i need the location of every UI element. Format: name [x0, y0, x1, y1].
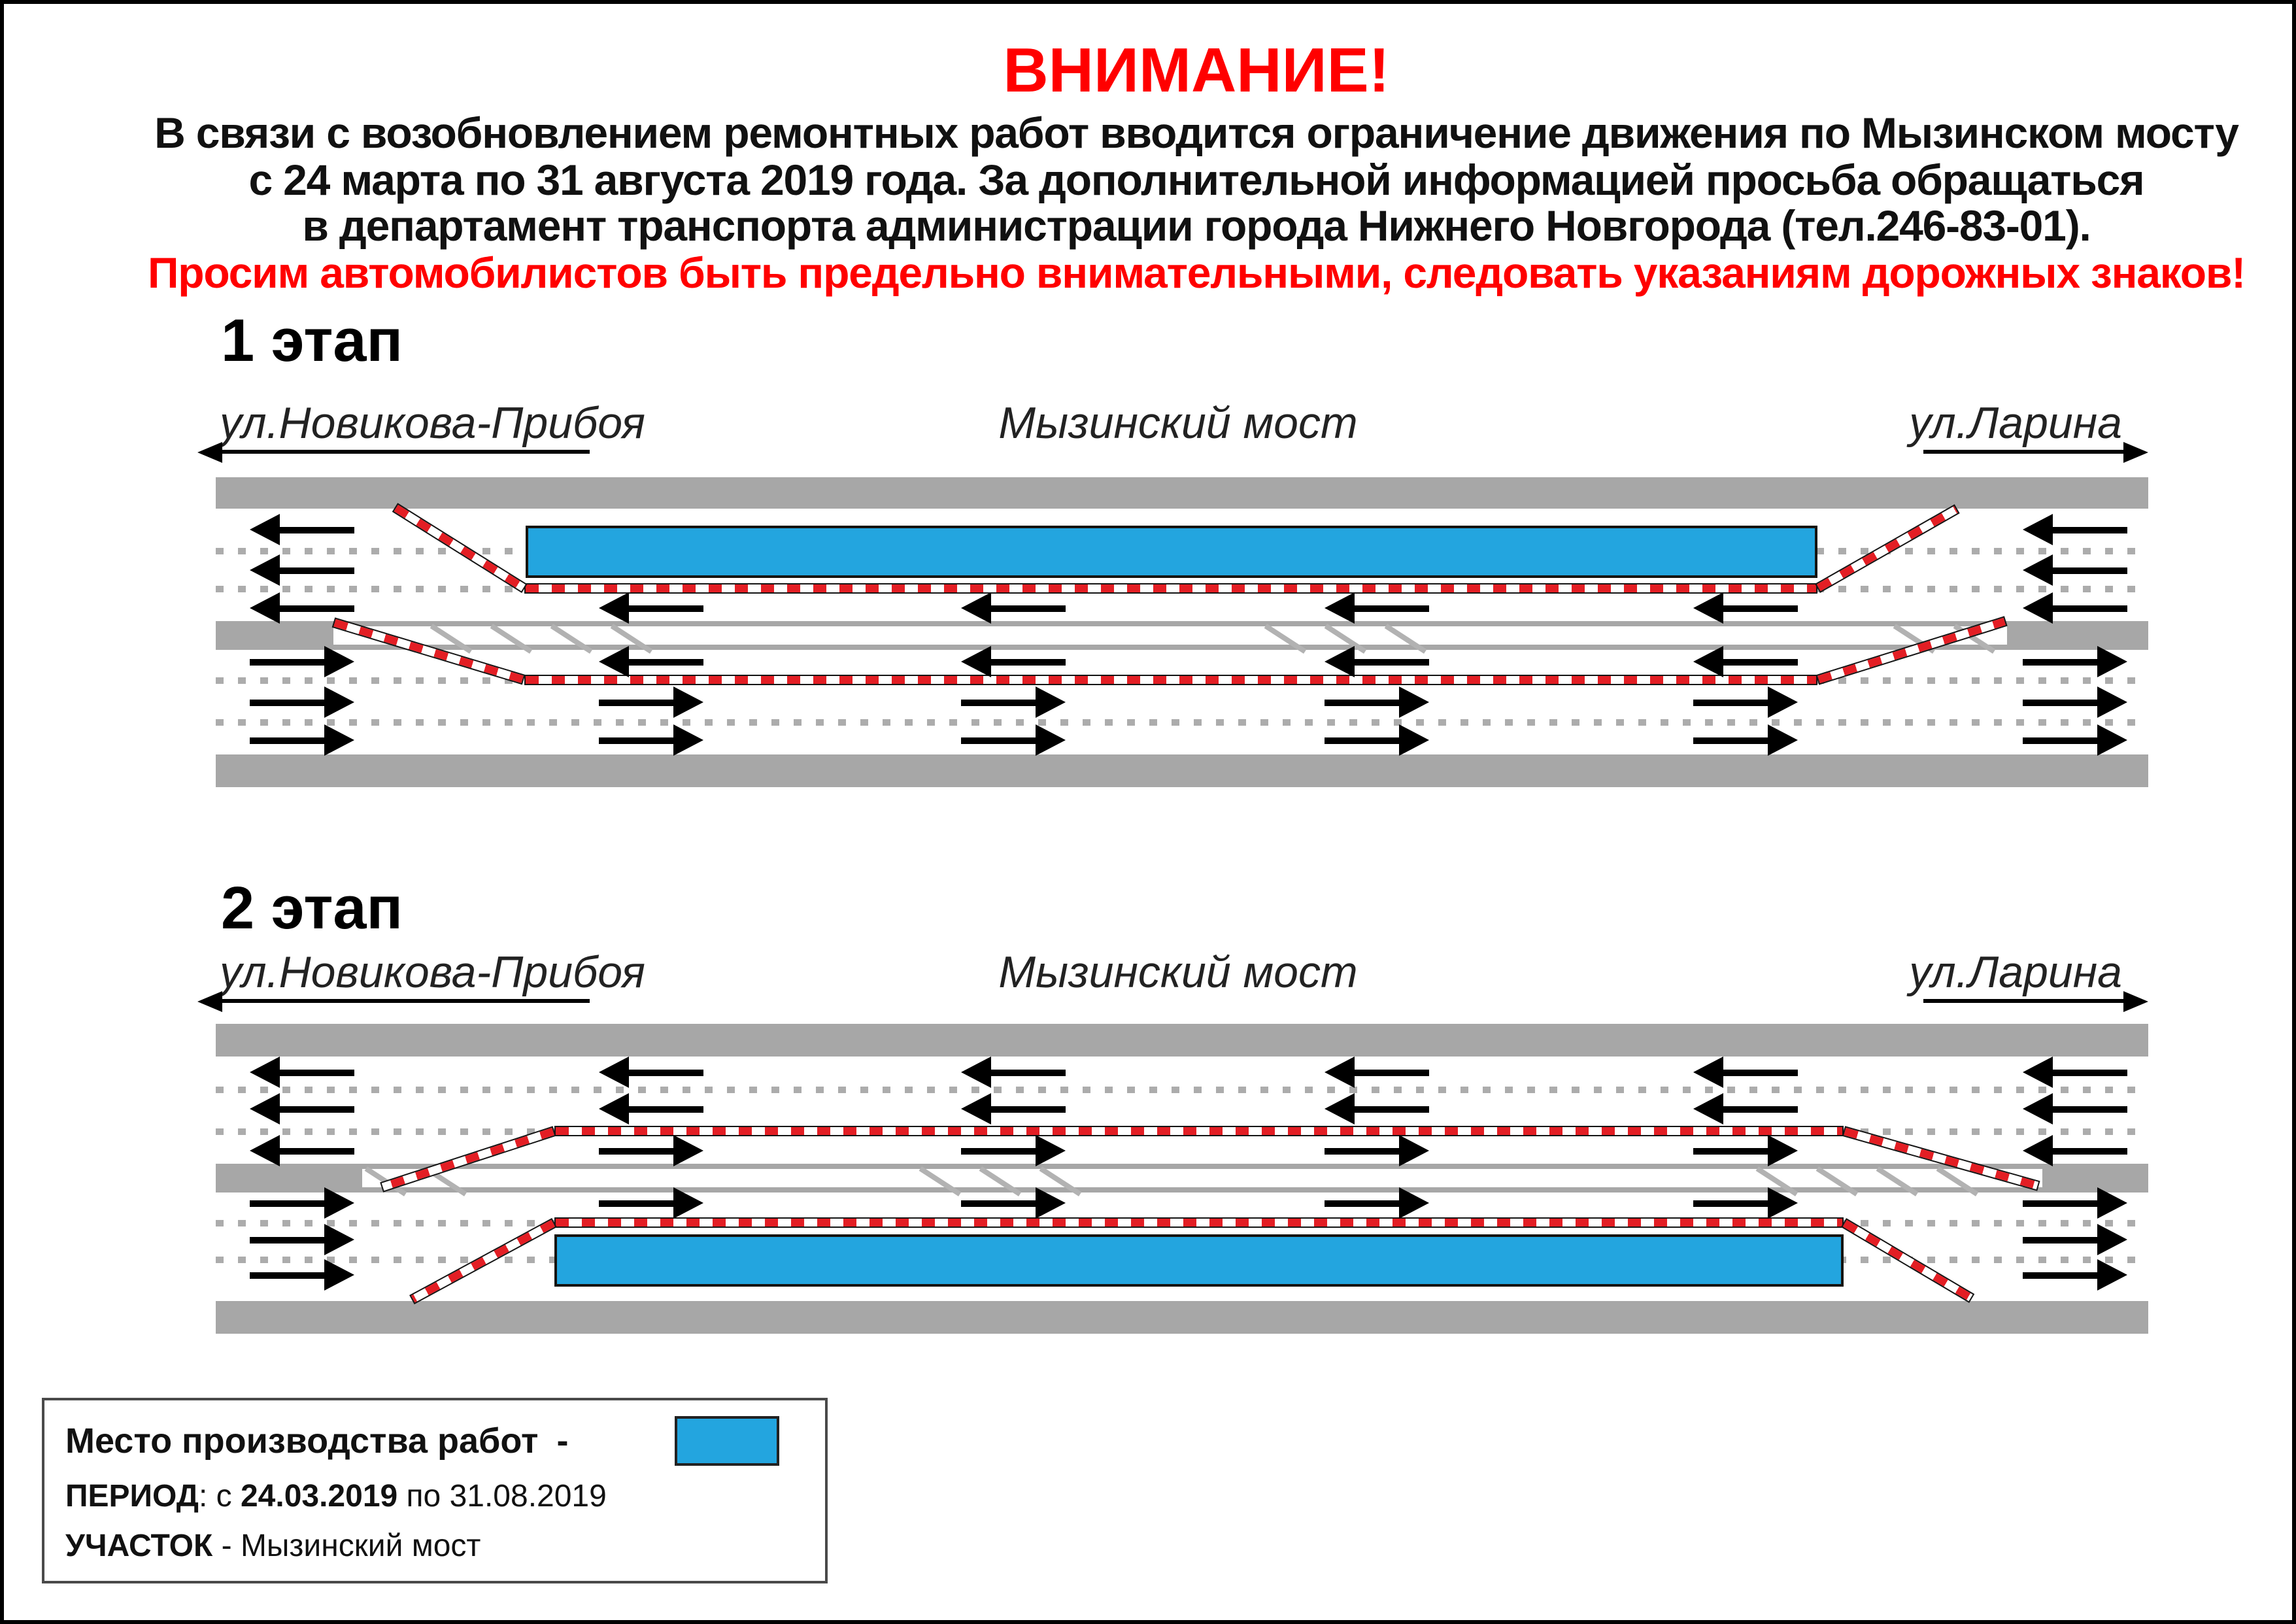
- traffic-arrow-right: [2023, 724, 2127, 756]
- arrow-head: [1325, 592, 1355, 624]
- traffic-arrow-right: [961, 724, 1066, 756]
- arrow-head: [324, 1187, 354, 1219]
- attention-title: ВНИМАНИЕ!: [1003, 37, 1390, 106]
- traffic-arrow-right: [1693, 724, 1798, 756]
- traffic-arrow-left: [2023, 554, 2127, 586]
- traffic-arrow-right: [961, 1187, 1066, 1219]
- arrow-head: [1036, 686, 1066, 718]
- traffic-arrow-right: [1693, 1187, 1798, 1219]
- arrow-head: [2023, 1093, 2053, 1125]
- median-line: [216, 1164, 2148, 1169]
- arrow-shaft: [621, 1106, 703, 1113]
- arrow-head: [961, 592, 991, 624]
- arrow-head: [599, 646, 629, 677]
- arrow-head: [961, 646, 991, 677]
- arrow-head: [1399, 1187, 1429, 1219]
- arrow-head: [1693, 1057, 1723, 1088]
- road-diagram-stage-2: [216, 1024, 2148, 1334]
- work-zone: [526, 526, 1817, 578]
- arrow-head: [1768, 1135, 1798, 1166]
- arrow-shaft: [250, 1200, 332, 1207]
- traffic-arrow-left: [250, 554, 354, 586]
- arrow-shaft: [1693, 1200, 1776, 1207]
- arrow-shaft: [272, 567, 354, 574]
- road-diagram-stage-1: [216, 477, 2148, 788]
- traffic-arrow-left: [2023, 1135, 2127, 1166]
- traffic-arrow-right: [2023, 1224, 2127, 1255]
- street-arrow-left-icon: [197, 441, 590, 463]
- arrow-head: [1036, 724, 1066, 756]
- arrow-shaft: [2023, 1200, 2105, 1207]
- arrow-shaft: [2045, 1106, 2127, 1113]
- arrow-head: [1768, 686, 1798, 718]
- traffic-arrow-left: [599, 646, 703, 677]
- arrow-head: [197, 441, 222, 462]
- traffic-arrow-right: [599, 1187, 703, 1219]
- street-label-novikova-priboya-1: ул.Новикова-Прибоя: [220, 399, 645, 448]
- traffic-arrow-left: [961, 592, 1066, 624]
- traffic-arrow-right: [2023, 686, 2127, 718]
- arrow-shaft: [272, 527, 354, 533]
- arrow-shaft: [1715, 1070, 1798, 1076]
- work-zone-swatch: [675, 1416, 779, 1466]
- arrow-head: [250, 1057, 280, 1088]
- arrow-shaft: [1715, 605, 1798, 612]
- arrow-head: [250, 554, 280, 586]
- traffic-arrow-left: [1693, 1093, 1798, 1125]
- barrier-tape: [524, 675, 1817, 685]
- barrier-tape: [524, 583, 1817, 594]
- barrier-tape: [554, 1217, 1844, 1228]
- traffic-arrow-left: [1693, 1057, 1798, 1088]
- street-label-novikova-priboya-2: ул.Новикова-Прибоя: [220, 948, 645, 998]
- arrow-head: [1399, 1135, 1429, 1166]
- traffic-arrow-right: [250, 686, 354, 718]
- arrow-shaft: [961, 737, 1043, 744]
- traffic-arrow-left: [599, 1093, 703, 1125]
- barrier-tape: [1842, 1126, 2040, 1191]
- arrow-head: [2097, 686, 2127, 718]
- arrow-head: [961, 1093, 991, 1125]
- street-arrow-left-icon: [197, 990, 590, 1012]
- arrow-head: [599, 1093, 629, 1125]
- arrow-head: [961, 1057, 991, 1088]
- traffic-arrow-left: [2023, 1093, 2127, 1125]
- arrow-shaft: [1347, 1106, 1429, 1113]
- traffic-arrow-left: [1325, 1093, 1429, 1125]
- arrow-shaft: [983, 1106, 1066, 1113]
- arrow-shaft: [250, 659, 332, 666]
- arrow-shaft: [2023, 737, 2105, 744]
- traffic-arrow-left: [599, 592, 703, 624]
- traffic-arrow-left: [961, 1093, 1066, 1125]
- traffic-arrow-right: [2023, 646, 2127, 677]
- street-arrow-right-icon: [1923, 990, 2148, 1012]
- arrow-shaft: [2023, 659, 2105, 666]
- traffic-arrow-right: [599, 724, 703, 756]
- warning-line: Просим автомобилистов быть предельно внимательными, следовать указаниям дорожных знаков!: [148, 248, 2245, 296]
- arrow-shaft: [1923, 999, 2130, 1003]
- legend-box: [42, 1398, 828, 1583]
- traffic-arrow-left: [961, 646, 1066, 677]
- arrow-head: [250, 592, 280, 624]
- arrow-head: [1036, 1187, 1066, 1219]
- arrow-shaft: [983, 605, 1066, 612]
- arrow-shaft: [599, 700, 681, 706]
- arrow-shaft: [250, 1272, 332, 1279]
- arrow-head: [599, 592, 629, 624]
- traffic-arrow-left: [2023, 514, 2127, 545]
- arrow-head: [197, 990, 222, 1011]
- arrow-head: [1693, 646, 1723, 677]
- traffic-arrow-right: [961, 1135, 1066, 1166]
- header-line-1: В связи с возобновлением ремонтных работ вводится ограничение движения по Мызинском мосту: [154, 109, 2238, 157]
- header: [4, 4, 2292, 296]
- arrow-shaft: [1923, 450, 2130, 454]
- street-arrow-right-icon: [1923, 441, 2148, 463]
- arrow-head: [250, 1135, 280, 1166]
- arrow-head: [1693, 592, 1723, 624]
- traffic-arrow-left: [1693, 592, 1798, 624]
- arrow-head: [1768, 724, 1798, 756]
- arrow-head: [2023, 514, 2053, 545]
- street-label-myzinsky-bridge-2: Мызинский мост: [998, 948, 1358, 998]
- arrow-shaft: [983, 1070, 1066, 1076]
- traffic-arrow-left: [250, 514, 354, 545]
- header-line-3: в департамент транспорта администрации города Нижнего Новгорода (тел.246-83-01).: [302, 201, 2091, 250]
- arrow-head: [1036, 1135, 1066, 1166]
- traffic-arrow-left: [250, 592, 354, 624]
- arrow-shaft: [599, 1200, 681, 1207]
- traffic-arrow-right: [2023, 1187, 2127, 1219]
- arrow-head: [2023, 1135, 2053, 1166]
- legend-period-label: ПЕРИОД: [65, 1479, 199, 1514]
- median-line: [216, 645, 2148, 650]
- median-line: [216, 621, 2148, 626]
- arrow-head: [1768, 1187, 1798, 1219]
- traffic-arrow-left: [250, 1057, 354, 1088]
- traffic-arrow-right: [599, 686, 703, 718]
- arrow-shaft: [961, 1148, 1043, 1155]
- traffic-arrow-right: [961, 686, 1066, 718]
- arrow-shaft: [250, 737, 332, 744]
- arrow-head: [2123, 990, 2148, 1011]
- arrow-shaft: [2045, 567, 2127, 574]
- arrow-head: [1399, 686, 1429, 718]
- traffic-arrow-right: [250, 1187, 354, 1219]
- traffic-arrow-right: [1325, 686, 1429, 718]
- curb: [216, 1024, 2148, 1057]
- traffic-arrow-left: [2023, 592, 2127, 624]
- stage-1-title: 1 этап: [221, 306, 403, 374]
- traffic-arrow-right: [599, 1135, 703, 1166]
- arrow-head: [1399, 724, 1429, 756]
- arrow-shaft: [216, 450, 590, 454]
- arrow-head: [673, 724, 703, 756]
- traffic-arrow-right: [250, 1224, 354, 1255]
- arrow-shaft: [1693, 737, 1776, 744]
- barrier-tape: [1816, 616, 2008, 685]
- arrow-head: [673, 686, 703, 718]
- traffic-arrow-left: [250, 1093, 354, 1125]
- arrow-shaft: [272, 1070, 354, 1076]
- barrier-tape: [380, 1126, 556, 1192]
- arrow-shaft: [272, 605, 354, 612]
- legend-section-text: - Мызинский мост: [212, 1529, 481, 1564]
- traffic-arrow-left: [599, 1057, 703, 1088]
- lane-divider: [216, 719, 2148, 726]
- arrow-shaft: [1347, 605, 1429, 612]
- traffic-arrow-right: [1325, 724, 1429, 756]
- traffic-arrow-right: [1325, 1187, 1429, 1219]
- street-label-myzinsky-bridge-1: Мызинский мост: [998, 399, 1358, 448]
- traffic-arrow-left: [250, 1135, 354, 1166]
- lane-divider: [216, 1087, 2148, 1093]
- arrow-head: [324, 724, 354, 756]
- traffic-arrow-right: [250, 724, 354, 756]
- arrow-head: [2023, 554, 2053, 586]
- arrow-shaft: [1325, 700, 1407, 706]
- arrow-shaft: [983, 659, 1066, 666]
- arrow-head: [1325, 1093, 1355, 1125]
- arrow-shaft: [621, 605, 703, 612]
- arrow-shaft: [1715, 1106, 1798, 1113]
- arrow-shaft: [1347, 1070, 1429, 1076]
- traffic-arrow-right: [250, 1259, 354, 1291]
- arrow-head: [1325, 646, 1355, 677]
- traffic-arrow-right: [1693, 1135, 1798, 1166]
- arrow-head: [2097, 646, 2127, 677]
- arrow-head: [250, 514, 280, 545]
- legend-period-date: 24.03.2019: [240, 1479, 398, 1514]
- traffic-arrow-left: [1325, 592, 1429, 624]
- traffic-arrow-left: [1325, 1057, 1429, 1088]
- arrow-head: [324, 686, 354, 718]
- traffic-arrow-left: [1325, 646, 1429, 677]
- legend-separator: -: [556, 1421, 569, 1461]
- arrow-head: [324, 1224, 354, 1255]
- arrow-shaft: [1347, 659, 1429, 666]
- arrow-shaft: [961, 1200, 1043, 1207]
- legend-work-label: Место производства работ: [65, 1421, 539, 1461]
- arrow-head: [2023, 1057, 2053, 1088]
- arrow-shaft: [2045, 1070, 2127, 1076]
- arrow-shaft: [2045, 605, 2127, 612]
- arrow-shaft: [272, 1106, 354, 1113]
- legend-period-line: [65, 1479, 607, 1515]
- arrow-shaft: [599, 737, 681, 744]
- traffic-arrow-left: [1693, 646, 1798, 677]
- arrow-head: [599, 1057, 629, 1088]
- arrow-shaft: [1693, 1148, 1776, 1155]
- arrow-head: [2097, 1187, 2127, 1219]
- traffic-arrow-left: [961, 1057, 1066, 1088]
- arrow-shaft: [961, 700, 1043, 706]
- arrow-shaft: [250, 700, 332, 706]
- arrow-shaft: [2023, 1237, 2105, 1243]
- arrow-shaft: [272, 1148, 354, 1155]
- arrow-head: [2097, 1259, 2127, 1291]
- arrow-shaft: [621, 659, 703, 666]
- arrow-shaft: [1693, 700, 1776, 706]
- arrow-shaft: [1715, 659, 1798, 666]
- arrow-shaft: [621, 1070, 703, 1076]
- traffic-arrow-right: [250, 646, 354, 677]
- arrow-head: [1325, 1057, 1355, 1088]
- arrow-head: [2023, 592, 2053, 624]
- legend-section-line: [65, 1529, 481, 1565]
- arrow-head: [324, 1259, 354, 1291]
- header-line-2: с 24 марта по 31 августа 2019 года. За дополнительной информацией просьба обращаться: [248, 155, 2144, 203]
- arrow-shaft: [599, 1148, 681, 1155]
- arrow-shaft: [1325, 1200, 1407, 1207]
- arrow-head: [2097, 1224, 2127, 1255]
- arrow-shaft: [2023, 700, 2105, 706]
- curb: [216, 477, 2148, 509]
- street-label-larina-1: ул.Ларина: [1909, 399, 2122, 448]
- legend-period-text-1: : с: [198, 1479, 241, 1514]
- legend-work-label-row: [65, 1421, 568, 1462]
- street-label-larina-2: ул.Ларина: [1909, 948, 2122, 998]
- curb: [216, 1301, 2148, 1334]
- arrow-shaft: [216, 999, 590, 1003]
- traffic-arrow-left: [2023, 1057, 2127, 1088]
- traffic-arrow-right: [2023, 1259, 2127, 1291]
- barrier-tape: [554, 1126, 1844, 1136]
- arrow-shaft: [2045, 1148, 2127, 1155]
- arrow-head: [1693, 1093, 1723, 1125]
- arrow-head: [250, 1093, 280, 1125]
- arrow-head: [673, 1187, 703, 1219]
- traffic-arrow-right: [1325, 1135, 1429, 1166]
- stage-2-title: 2 этап: [221, 873, 403, 941]
- legend-section-label: УЧАСТОК: [65, 1529, 213, 1564]
- work-zone: [554, 1234, 1844, 1287]
- arrow-shaft: [1325, 1148, 1407, 1155]
- arrow-shaft: [2045, 527, 2127, 533]
- legend-period-text-2: по 31.08.2019: [397, 1479, 607, 1514]
- arrow-head: [324, 646, 354, 677]
- arrow-head: [673, 1135, 703, 1166]
- arrow-shaft: [250, 1237, 332, 1243]
- arrow-head: [2097, 724, 2127, 756]
- arrow-shaft: [2023, 1272, 2105, 1279]
- arrow-shaft: [1325, 737, 1407, 744]
- arrow-head: [2123, 441, 2148, 462]
- traffic-arrow-right: [1693, 686, 1798, 718]
- curb: [216, 754, 2148, 787]
